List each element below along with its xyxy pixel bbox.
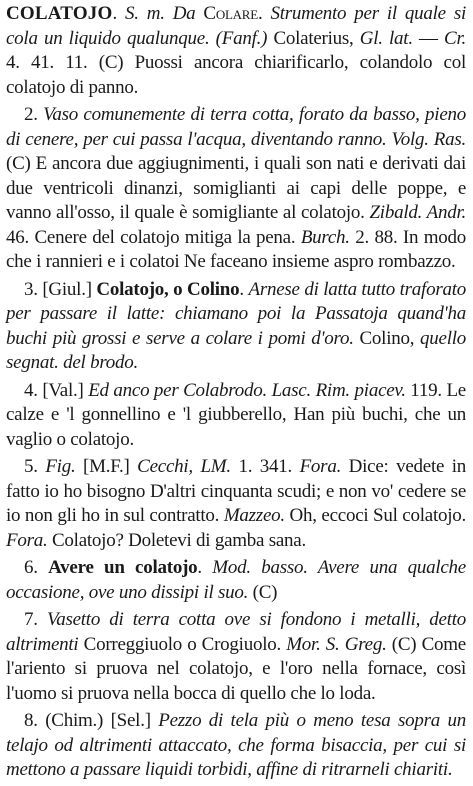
seg: (C)	[248, 581, 278, 603]
seg: (C) E ancora due aggiugnimenti, i quali son nati e derivati dai due ventricoli dinanzi, somiglianti ai capi delle poppe, e vanno all'osso, il quale è somigliante al colatojo.	[6, 153, 466, 223]
seg: Colatojo? Doletevi di gamba sana.	[47, 529, 306, 551]
seg: 46. Cenere del colatojo mitiga la pena.	[6, 226, 301, 248]
sense-7	[6, 608, 466, 706]
seg: —	[412, 27, 445, 49]
seg: Colatojo, o Colino	[96, 278, 240, 300]
seg: (C) Come l'ariento si pruova nel colatojo, e l'oro nella fornace, così l'uomo si pruova nella bocca di quello che lo loda.	[6, 633, 466, 704]
seg: Gl. lat.	[359, 27, 413, 49]
seg: 8. (Chim.) [Sel.]	[24, 710, 159, 731]
seg: Strumento per il quale si cola un liquido qualunque. (Fanf.)	[6, 3, 467, 49]
seg: 7.	[24, 609, 47, 630]
seg: Cr.	[444, 27, 467, 49]
seg: Vasetto di terra cotta ove si fondono i metalli, detto altrimenti	[6, 609, 467, 655]
seg: Mazzeo.	[223, 505, 285, 526]
seg: Fig.	[45, 456, 76, 477]
seg: Vaso comunemente di terra cotta, forato da basso, pieno di cenere, per cui passa l'acqua, diventando ranno. Volg. Ras.	[6, 104, 467, 150]
seg: 6.	[24, 557, 49, 578]
seg: Mor. S. Greg.	[286, 633, 387, 655]
seg: Da	[172, 3, 204, 24]
dictionary-column	[6, 2, 466, 786]
seg: .	[197, 557, 213, 578]
seg: 4. [Val.]	[24, 379, 89, 401]
seg	[165, 3, 173, 24]
seg: Mod. basso. Avere una qualche occasione, ove uno dissipi il suo.	[6, 557, 466, 603]
sense-2	[6, 103, 466, 275]
sense-8	[6, 709, 466, 783]
seg: Dice: vedete in fatto io ho bisogno D'altri cinquanta scudi; e non vo' cedere se io non gli ho in sul contratto.	[6, 456, 467, 526]
seg: Burch.	[300, 226, 350, 248]
seg: 3. [Giul.]	[24, 278, 97, 300]
seg: S. m.	[124, 3, 165, 24]
seg: .	[239, 278, 249, 300]
seg: .	[257, 3, 271, 24]
seg: .	[112, 3, 125, 24]
seg: COLATOJO	[6, 3, 113, 24]
seg: Ed anco per Colabrodo. Lasc. Rim. piacev.	[88, 379, 406, 401]
seg: 119. Le calze e 'l gonnellino e 'l giubberello, Han più buchi, che un vaglio o colatojo.	[6, 379, 466, 450]
seg: 5.	[24, 456, 46, 477]
seg: Fora.	[6, 529, 48, 551]
sense-4	[6, 379, 466, 453]
seg: [M.F.]	[75, 456, 138, 477]
seg: 1. 341.	[230, 456, 300, 477]
seg: Avere un colatojo	[48, 557, 198, 578]
seg: Cecchi, LM.	[137, 456, 231, 477]
seg: 2. 88. In modo che i rannieri e i colatoi Ne faceano insieme aspro rombazzo.	[6, 226, 466, 272]
seg: Correggiuolo o Crogiuolo.	[78, 633, 287, 655]
sense-5	[6, 455, 466, 553]
seg: Zibald. Andr.	[369, 202, 466, 223]
seg: Arnese di latta tutto traforato per passare il latte: chiamano poi la Passatoja quand'ha buchi più grossi e serve a colare i pomi d'oro.	[6, 278, 467, 349]
sense-6	[6, 556, 466, 605]
seg: Oh, eccoci Sul colatojo.	[284, 505, 466, 526]
seg: 4. 41. 11. (C) Puossi ancora chiarificarlo, colandolo col colatojo di panno.	[6, 52, 466, 98]
seg: quello segnat. del brodo.	[6, 327, 467, 373]
entry-headword	[6, 2, 466, 100]
seg: Colaterius,	[267, 27, 360, 49]
seg: 2.	[24, 104, 44, 125]
sense-3	[6, 278, 466, 376]
seg: Colare	[203, 3, 258, 24]
seg: Colino,	[353, 327, 421, 349]
seg: Fora.	[299, 456, 342, 477]
seg: Pezzo di tela più o meno tesa sopra un telajo od altrimenti attaccato, che forma bisaccia, per cui si mettono a passare liquidi torbidi, affine di ritrarneli chiariti.	[6, 710, 466, 780]
